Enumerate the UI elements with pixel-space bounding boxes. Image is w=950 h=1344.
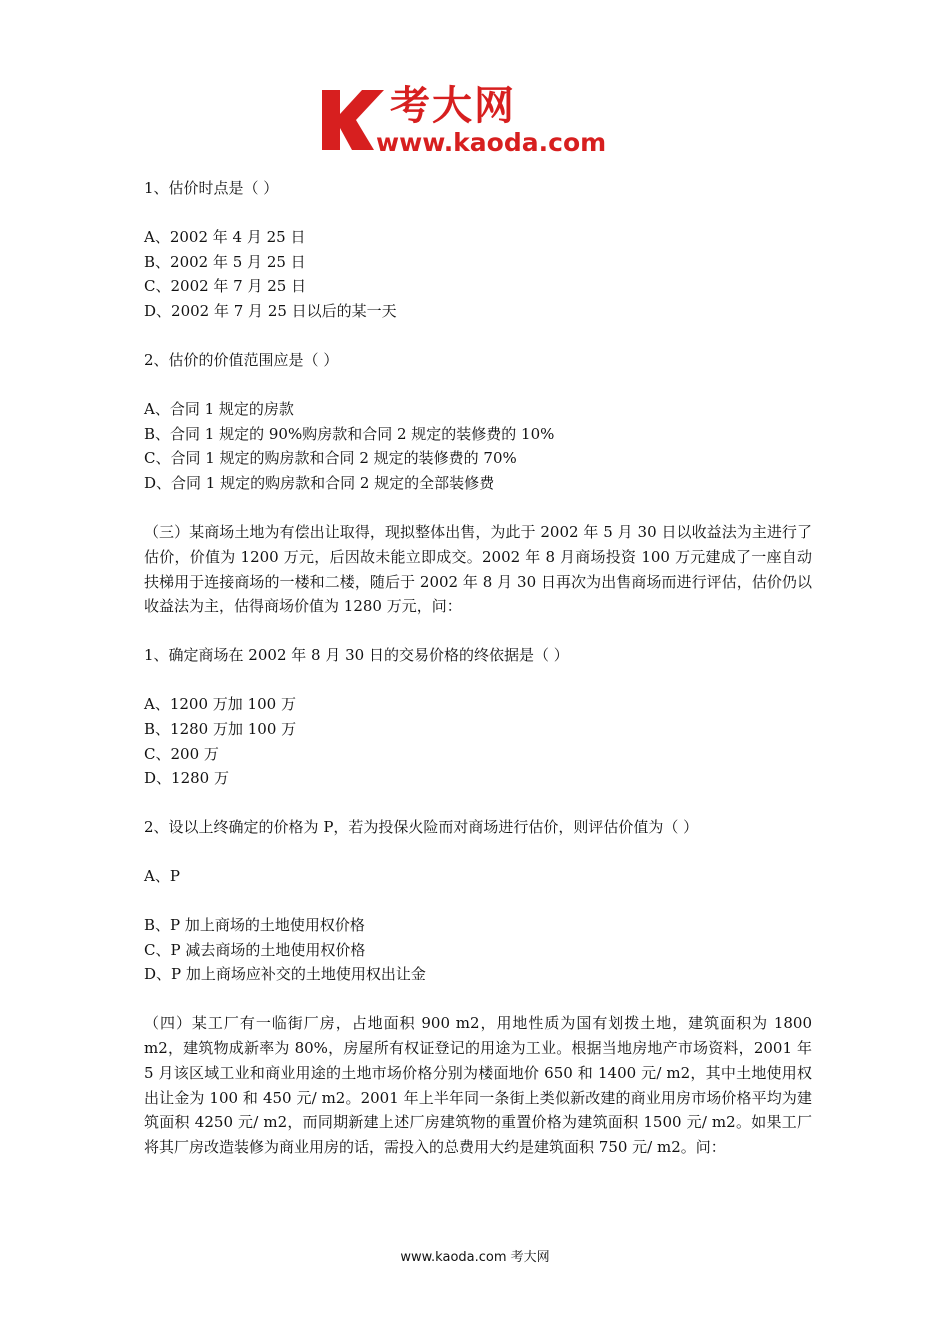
question-1: 1、估价时点是（ ） (144, 179, 279, 197)
logo-url-text: www.kaoda.com (376, 128, 607, 157)
document-body (144, 176, 812, 1160)
option-b: B、1280 万加 100 万 (144, 719, 297, 738)
logo-brand-text: 考大网 (390, 83, 516, 129)
section-4-paragraph: （四）某工厂有一临街厂房，占地面积 900 m2，用地性质为国有划拨土地，建筑面积为 1800 m2，建筑物成新率为 80%，房屋所有权证登记的用途为工业。根据当地房地产市场资料，2001 年 5 月该区域工业和商业用途的土地市场价格分别为楼面地价 650 和 1400 元/ m2，其中土地使用权出让金为 100 和 450 元/ m2。2001 年上半年同一条街上类似新改建的商业用房市场价格平均为建筑面积 4250 元/ m2，而同期新建上述厂房建筑物的重置价格为建筑面积 1500 元/ m2。如果工厂将其厂房改造装修为商业用房的话，需投入的总费用大约是建筑面积 750 元/ m2。问： (144, 1014, 812, 1157)
section-3-paragraph: （三）某商场土地为有偿出让取得，现拟整体出售，为此于 2002 年 5 月 30 日以收益法为主进行了估价，价值为 1200 万元，后因故未能立即成交。2002 年 8 月商场投资 100 万元建成了一座自动扶梯用于连接商场的一楼和二楼，随后于 2002 年 8 月 30 日再次为出售商场而进行评估，估价仍以收益法为主，估得商场价值为 1280 万元，问： (144, 522, 812, 616)
page-footer[interactable]: www.kaoda.com 考大网 (400, 1250, 550, 1265)
option-a: A、1200 万加 100 万 (144, 694, 296, 713)
option-a: A、2002 年 4 月 25 日 (144, 227, 306, 246)
option-c: C、P 减去商场的土地使用权价格 (144, 940, 366, 959)
option-b: B、P 加上商场的土地使用权价格 (144, 915, 365, 934)
site-logo[interactable] (318, 84, 638, 164)
option-d: D、2002 年 7 月 25 日以后的某一天 (144, 302, 397, 321)
option-c: C、合同 1 规定的购房款和合同 2 规定的装修费的 70% (144, 449, 517, 468)
option-c: C、200 万 (144, 744, 219, 763)
option-d: D、合同 1 规定的购房款和合同 2 规定的全部装修费 (144, 474, 495, 493)
section-3-question-2: 2、设以上终确定的价格为 P，若为投保火险而对商场进行估价，则评估价值为（ ） (144, 818, 699, 837)
option-b: B、合同 1 规定的 90%购房款和合同 2 规定的装修费的 10% (144, 424, 555, 443)
option-b: B、2002 年 5 月 25 日 (144, 252, 306, 271)
option-d: D、1280 万 (144, 769, 229, 788)
option-a: A、P (144, 866, 180, 885)
question-2: 2、估价的价值范围应是（ ） (144, 350, 339, 369)
option-d: D、P 加上商场应补交的土地使用权出让金 (144, 965, 426, 984)
option-a: A、合同 1 规定的房款 (144, 399, 294, 418)
section-3-question-1: 1、确定商场在 2002 年 8 月 30 日的交易价格的终依据是（ ） (144, 646, 569, 665)
option-c: C、2002 年 7 月 25 日 (144, 277, 307, 296)
